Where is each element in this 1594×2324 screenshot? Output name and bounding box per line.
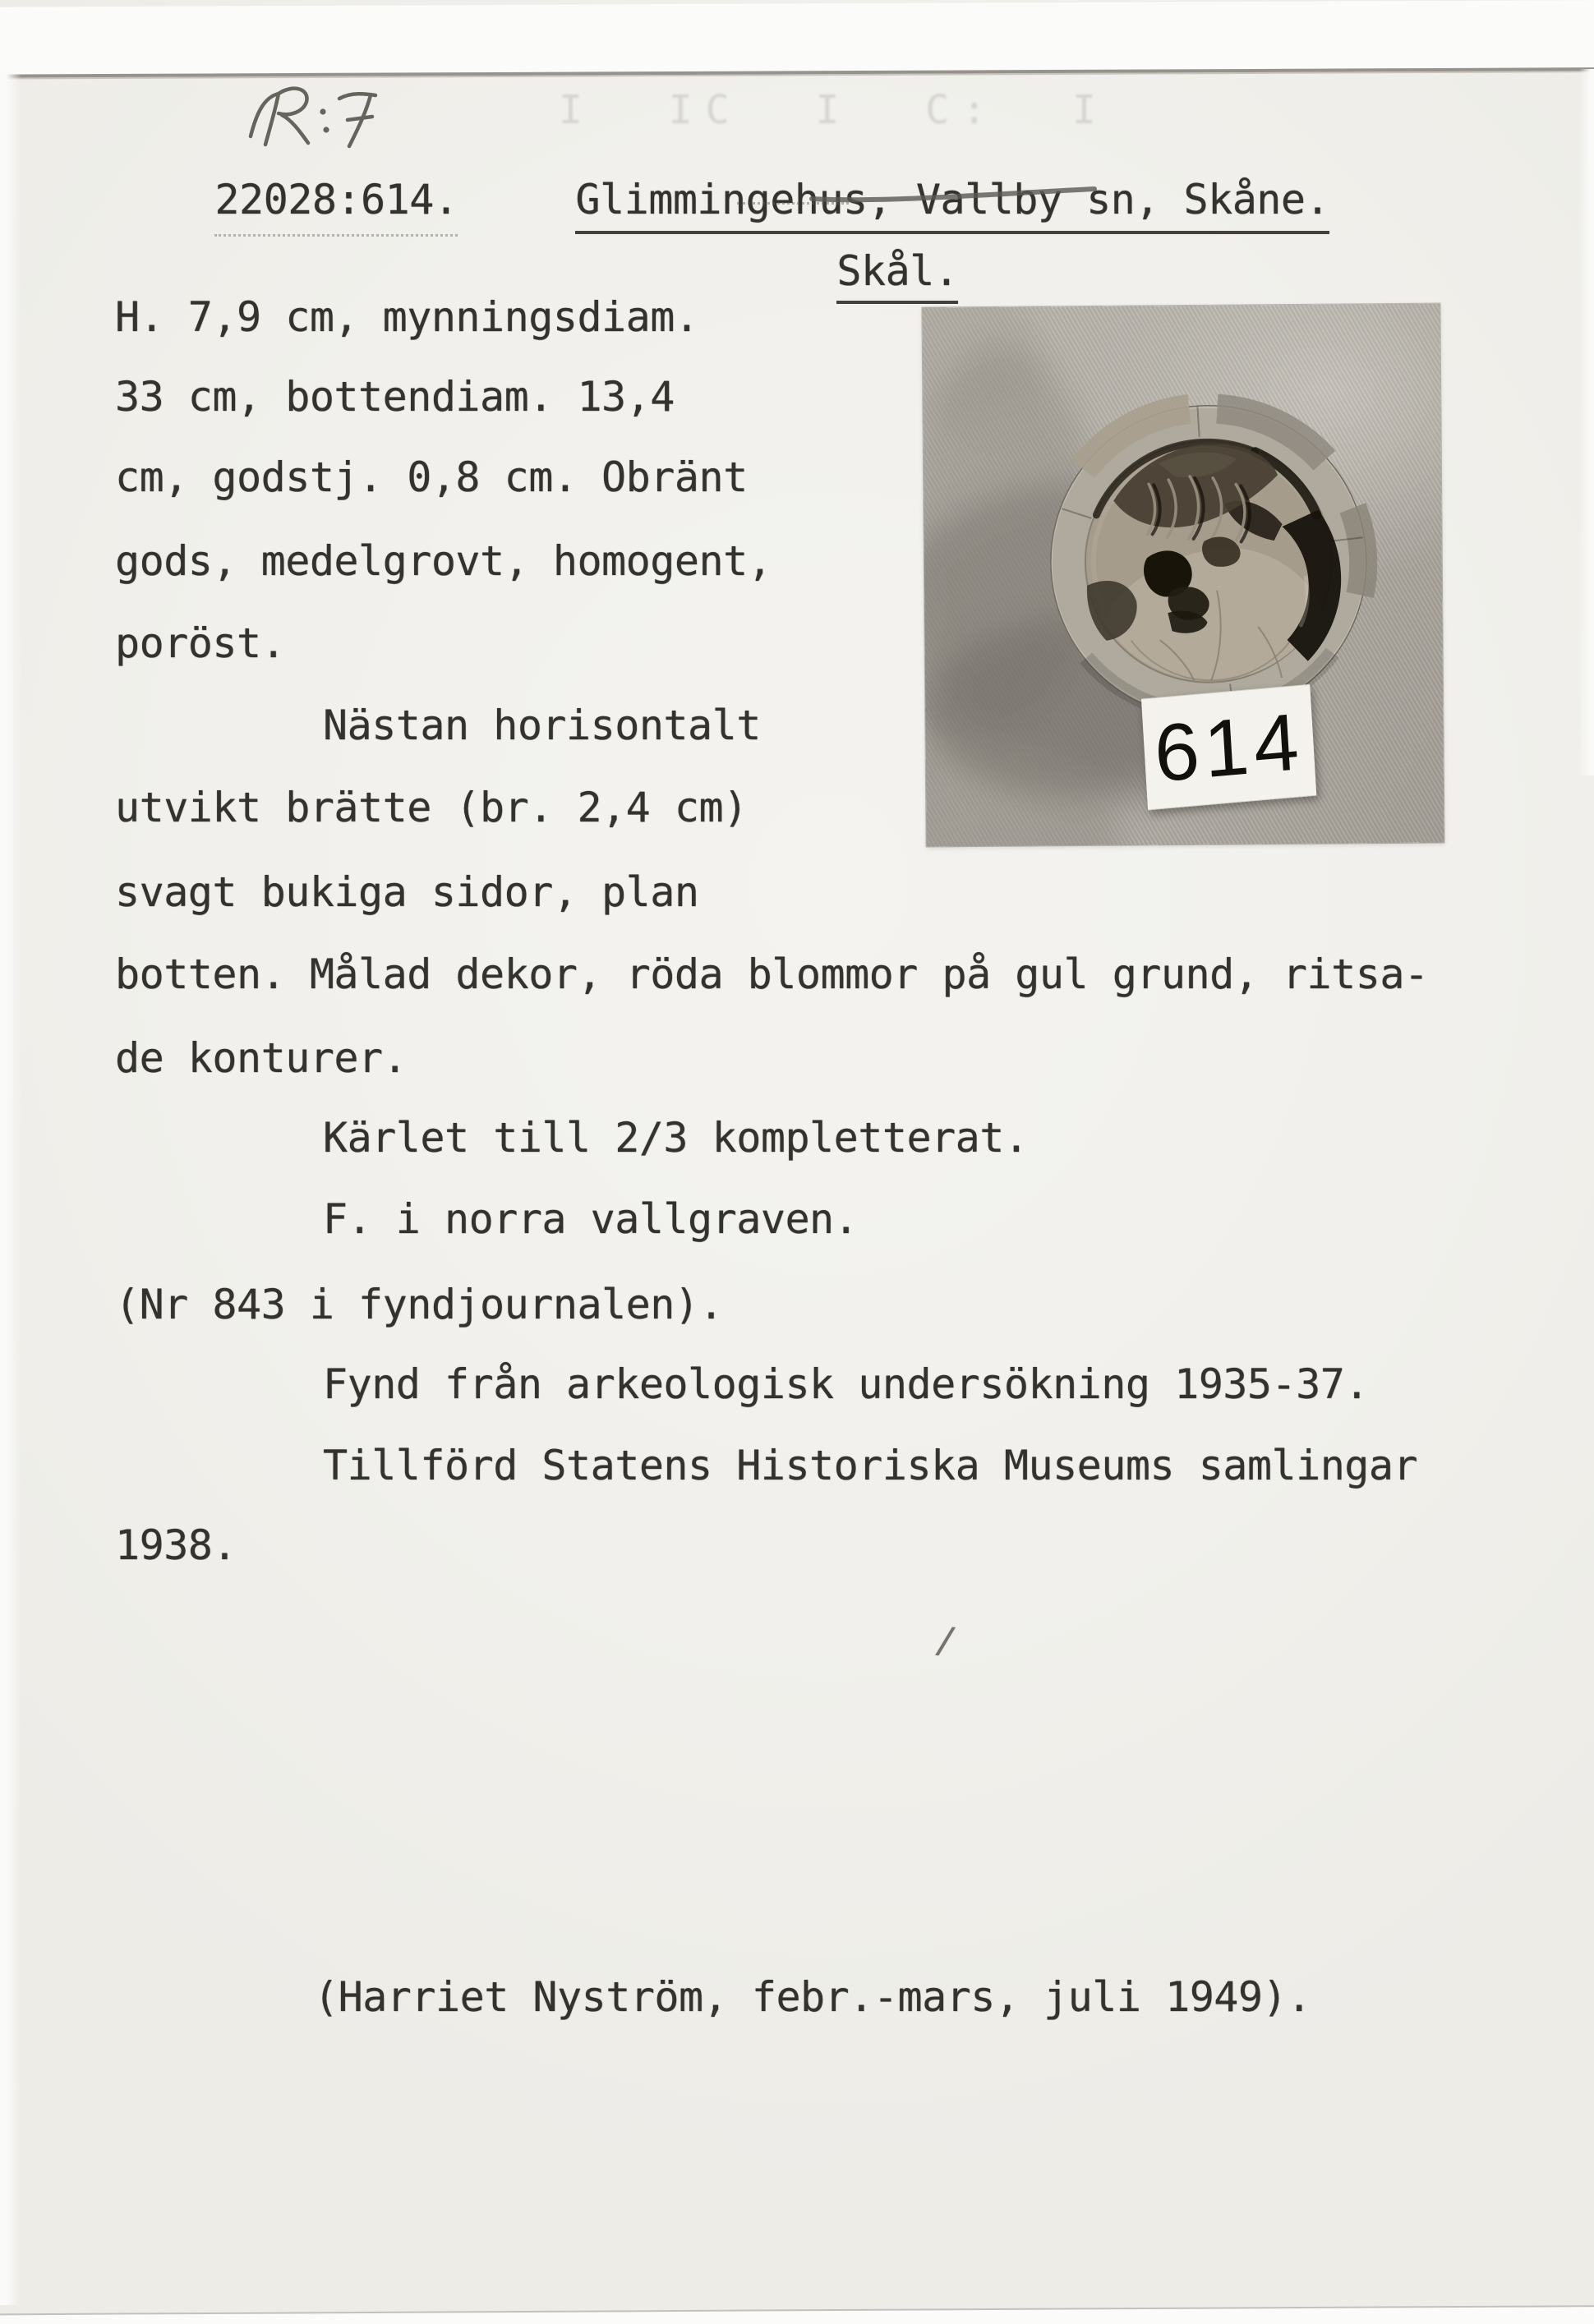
typed-line: poröst. [115, 619, 286, 667]
photo-label-number: 614 [1151, 695, 1306, 799]
inventory-number: 22028:614. [117, 138, 458, 261]
typed-line: 33 cm, bottendiam. 13,4 [115, 373, 675, 421]
typed-line: (Nr 843 i fyndjournalen). [115, 1281, 724, 1328]
scan-right-margin [1579, 69, 1594, 775]
scan-bottom-margin [0, 2305, 1594, 2324]
object-type-subtitle: Skål. [739, 209, 958, 333]
faint-ink-impression: I IC I C: I [559, 87, 1109, 133]
typed-line: botten. Målad dekor, röda blommor på gul grund, ritsa- [115, 950, 1429, 998]
typed-line: Kärlet till 2/3 kompletterat. [323, 1114, 1029, 1162]
hand-underline-mark [805, 181, 1109, 205]
page-title: Glimmingehus, Vallby sn, Skåne. [478, 138, 1329, 261]
scan-left-margin [0, 71, 21, 2305]
faint-dotted-mark [737, 202, 849, 205]
artifact-photograph [922, 304, 1444, 847]
typed-line: gods, medelgrovt, homogent, [115, 537, 772, 585]
photo-label-card [1141, 684, 1316, 811]
typed-line: F. i norra vallgraven. [323, 1195, 859, 1243]
scan-top-margin [0, 0, 1594, 78]
typed-line: Fynd från arkeologisk undersökning 1935-37. [323, 1360, 1369, 1408]
typed-line: 1938. [115, 1521, 237, 1569]
stray-pen-mark: / [933, 1618, 960, 1664]
signature-line: (Harriet Nyström, febr.-mars, juli 1949). [314, 1973, 1311, 2021]
typed-line: de konturer. [115, 1034, 408, 1082]
typed-line: H. 7,9 cm, mynningsdiam. [115, 293, 699, 341]
typed-line: utvikt brätte (br. 2,4 cm) [115, 784, 748, 831]
typed-line: Tillförd Statens Historiska Museums samlingar [323, 1442, 1418, 1489]
typed-line: Nästan horisontalt [323, 702, 761, 749]
typed-line: svagt bukiga sidor, plan [115, 868, 699, 916]
typed-line: cm, godstj. 0,8 cm. Obränt [115, 453, 748, 501]
bowl [1049, 404, 1367, 719]
